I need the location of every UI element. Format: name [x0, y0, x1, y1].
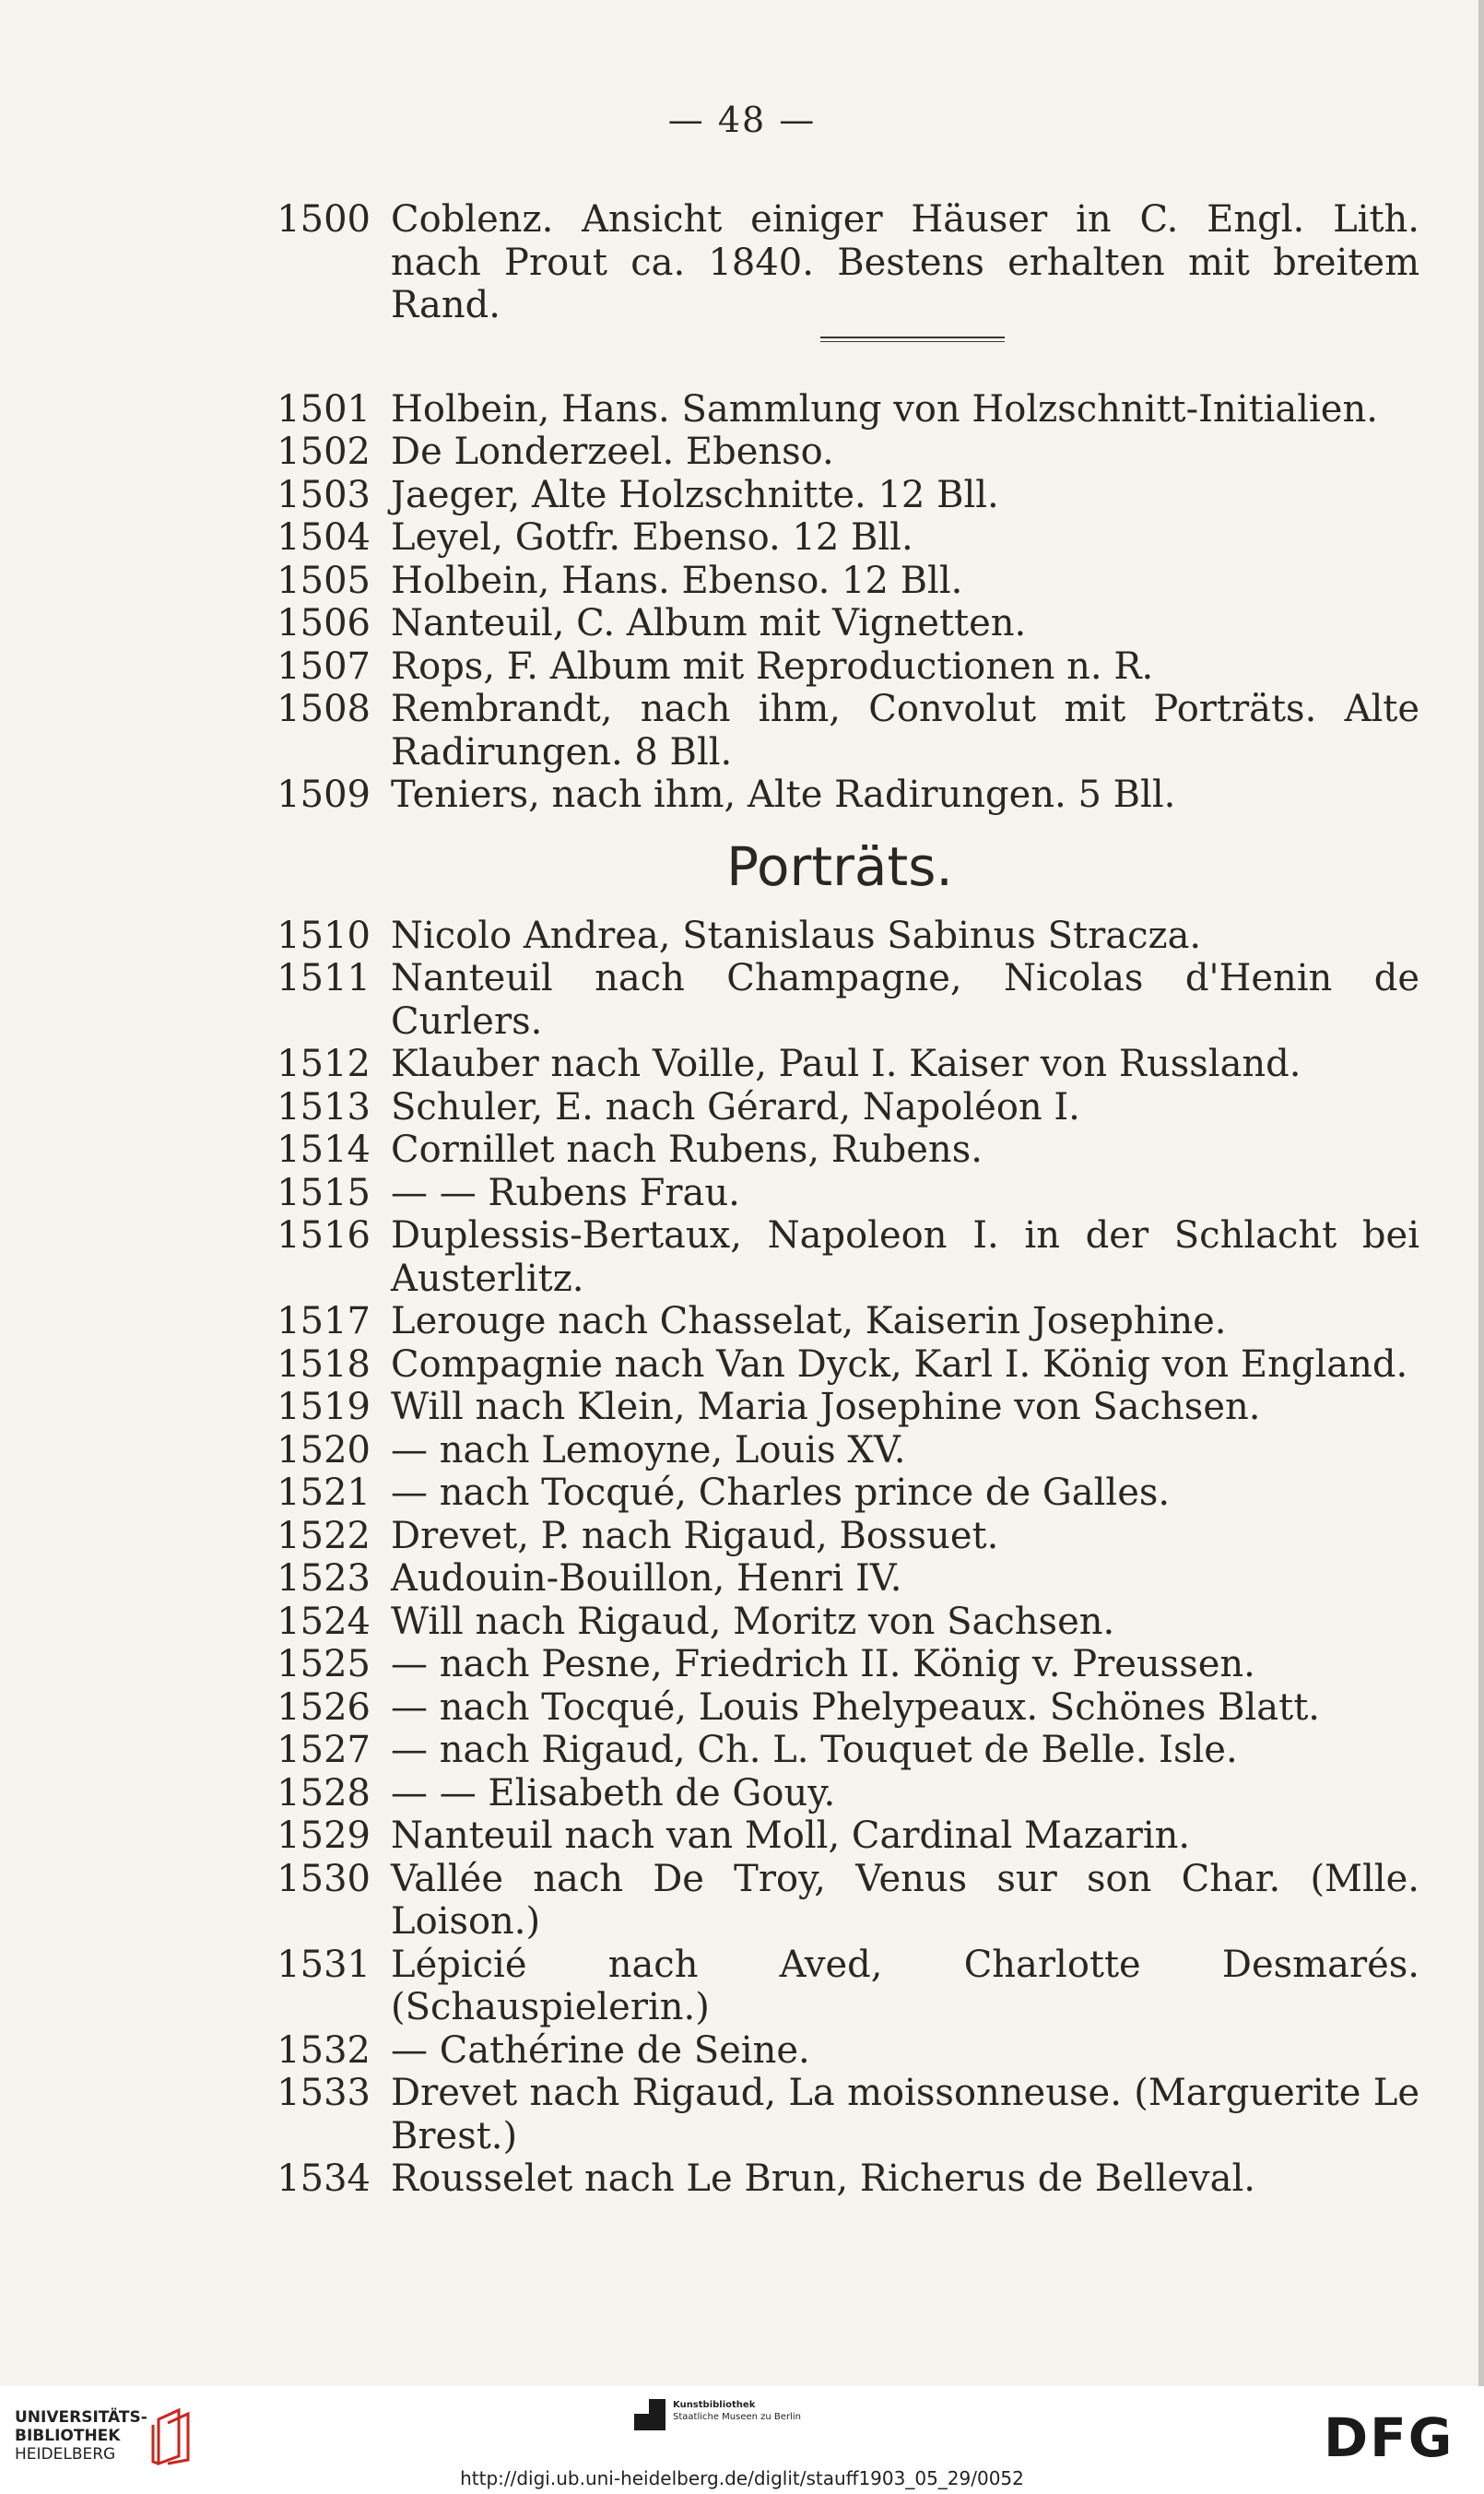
entry-line: Will nach Rigaud, Moritz von Sachsen.	[391, 1600, 1115, 1643]
catalog-entry	[260, 516, 1419, 560]
entry-number: 1502	[277, 431, 371, 473]
entry-line: nach Prout ca. 1840. Bestens erhalten mit breitem	[391, 241, 1419, 284]
entry-line: — Cathérine de Seine.	[391, 2028, 810, 2072]
catalog-entry	[260, 1643, 1419, 1686]
catalog-entry	[260, 1429, 1419, 1472]
entry-text	[391, 1686, 1419, 1730]
entry-line: — nach Lemoyne, Louis XV.	[391, 1428, 906, 1472]
catalog-entry	[260, 1944, 1419, 2029]
entry-line: Drevet nach Rigaud, La moissonneuse. (Marguerite Le	[391, 2072, 1419, 2114]
entry-number: 1533	[277, 2072, 371, 2114]
catalog-entry	[260, 1601, 1419, 1644]
catalog-entry	[260, 1300, 1419, 1343]
entry-text	[391, 1043, 1419, 1086]
entry-line: Lépicié nach Aved, Charlotte Desmarés. (Schauspielerin.)	[391, 1943, 1419, 2028]
entry-line: De Londerzeel. Ebenso.	[391, 431, 834, 473]
entry-line: Rousselet nach Le Brun, Richerus de Belleval.	[391, 2157, 1255, 2200]
entry-text	[391, 602, 1419, 645]
entry-number: 1509	[277, 774, 371, 816]
entry-text	[391, 1300, 1419, 1343]
entry-number: 1508	[277, 688, 371, 730]
entry-number: 1519	[277, 1386, 371, 1428]
entry-line: Lerouge nach Chasselat, Kaiserin Josephine.	[391, 1300, 1227, 1342]
entry-number: 1506	[277, 602, 371, 644]
entry-text	[391, 1858, 1419, 1944]
separator-rule-thin	[820, 341, 1005, 342]
catalog-entry	[260, 2029, 1419, 2073]
entry-text	[391, 645, 1419, 689]
entry-text	[391, 198, 1419, 327]
catalog-entry	[260, 388, 1419, 431]
catalog-entry	[260, 198, 1419, 327]
entry-line: Vallée nach De Troy, Venus sur son Char. (Mlle.	[391, 1857, 1419, 1900]
catalog-entry	[260, 1172, 1419, 1215]
dfg-logo[interactable]: DFG	[1324, 2406, 1455, 2469]
entry-line: Nanteuil nach Champagne, Nicolas d'Henin de Curlers.	[391, 957, 1419, 1043]
entry-line: Nicolo Andrea, Stanislaus Sabinus Stracza.	[391, 914, 1202, 957]
entry-line: Compagnie nach Van Dyck, Karl I. König von England.	[391, 1342, 1408, 1386]
entry-line: Klauber nach Voille, Paul I. Kaiser von Russland.	[391, 1043, 1301, 1085]
catalog-entry	[260, 431, 1419, 474]
entry-number: 1522	[277, 1514, 371, 1557]
entry-text	[391, 1557, 1419, 1601]
entry-number: 1530	[277, 1857, 371, 1900]
entry-line: Brest.)	[391, 2114, 518, 2157]
entry-number: 1525	[277, 1643, 371, 1685]
entry-number: 1500	[277, 198, 371, 241]
entry-number: 1523	[277, 1557, 371, 1600]
entry-line: — nach Tocqué, Louis Phelypeaux. Schönes Blatt.	[391, 1685, 1321, 1729]
catalog-entry	[260, 2157, 1419, 2201]
entry-text	[391, 1944, 1419, 2029]
entries-top	[260, 198, 1419, 327]
entry-number: 1521	[277, 1472, 371, 1514]
entry-text	[391, 1643, 1419, 1686]
entry-line: Rembrandt, nach ihm, Convolut mit Porträts. Alte	[391, 688, 1419, 730]
entry-line: Jaeger, Alte Holzschnitte. 12 Bll.	[391, 473, 999, 516]
entry-line: Rand.	[391, 284, 501, 326]
entry-text	[391, 1429, 1419, 1472]
section-heading: Porträts.	[726, 834, 953, 898]
catalog-entry	[260, 2072, 1419, 2157]
entry-number: 1524	[277, 1600, 371, 1643]
catalog-entry	[260, 602, 1419, 645]
entry-text	[391, 431, 1419, 474]
entry-text	[391, 915, 1419, 958]
entry-line: Drevet, P. nach Rigaud, Bossuet.	[391, 1514, 999, 1557]
entry-text	[391, 1729, 1419, 1772]
entry-line: Schuler, E. nach Gérard, Napoléon I.	[391, 1085, 1080, 1129]
entry-text	[391, 2029, 1419, 2073]
entry-text	[391, 1129, 1419, 1172]
entry-line: Holbein, Hans. Ebenso. 12 Bll.	[391, 559, 963, 602]
catalog-entry	[260, 1086, 1419, 1129]
entry-line: — nach Pesne, Friedrich II. König v. Preussen.	[391, 1643, 1255, 1685]
entry-line: Coblenz. Ansicht einiger Häuser in C. Engl. Lith.	[391, 198, 1419, 241]
entry-number: 1528	[277, 1771, 371, 1814]
entries-misc	[260, 388, 1419, 817]
entry-line: Radirungen. 8 Bll.	[391, 730, 733, 774]
kunstbibliothek-logo[interactable]	[634, 2399, 801, 2430]
entry-line: Nanteuil nach van Moll, Cardinal Mazarin.	[391, 1814, 1191, 1857]
entry-number: 1503	[277, 473, 371, 516]
entry-line: Audouin-Bouillon, Henri IV.	[391, 1557, 902, 1600]
entry-text	[391, 774, 1419, 817]
entry-line: — — Rubens Frau.	[391, 1171, 740, 1214]
university-library-mark-icon	[151, 2406, 197, 2465]
page-url[interactable]: http://digi.ub.uni-heidelberg.de/diglit/stauff1903_05_29/0052	[460, 2467, 1024, 2489]
entry-number: 1514	[277, 1129, 371, 1171]
entry-line: Will nach Klein, Maria Josephine von Sachsen.	[391, 1386, 1261, 1428]
entry-number: 1512	[277, 1043, 371, 1085]
entry-text	[391, 474, 1419, 517]
entry-number: 1531	[277, 1943, 371, 1986]
entry-text	[391, 388, 1419, 431]
entry-number: 1507	[277, 644, 371, 688]
catalog-entry	[260, 915, 1419, 958]
entry-number: 1513	[277, 1085, 371, 1129]
entry-text	[391, 1515, 1419, 1558]
entry-text	[391, 1172, 1419, 1215]
catalog-entry	[260, 645, 1419, 689]
entry-line: Nanteuil, C. Album mit Vignetten.	[391, 602, 1027, 644]
entry-number: 1501	[277, 387, 371, 431]
catalog-entry	[260, 774, 1419, 817]
catalog-entry	[260, 474, 1419, 517]
entry-line: Duplessis-Bertaux, Napoleon I. in der Schlacht bei	[391, 1214, 1419, 1257]
entry-line: — — Elisabeth de Gouy.	[391, 1771, 836, 1814]
entry-number: 1511	[277, 957, 371, 999]
kunstbibliothek-name: Kunstbibliothek Staatliche Museen zu Berlin	[673, 2400, 801, 2422]
entry-line: Teniers, nach ihm, Alte Radirungen. 5 Bll.	[391, 774, 1176, 816]
entry-number: 1516	[277, 1214, 371, 1257]
catalog-entry	[260, 1472, 1419, 1515]
entry-text	[391, 957, 1419, 1043]
entry-number: 1510	[277, 914, 371, 957]
entry-number: 1526	[277, 1685, 371, 1729]
catalog-entry	[260, 1515, 1419, 1558]
entry-number: 1517	[277, 1300, 371, 1342]
catalog-entry	[260, 1729, 1419, 1772]
entry-text	[391, 2072, 1419, 2157]
catalog-entry	[260, 688, 1419, 774]
entry-text	[391, 516, 1419, 560]
entry-number: 1518	[277, 1342, 371, 1386]
catalog-entry	[260, 957, 1419, 1043]
catalog-entry	[260, 560, 1419, 603]
catalog-entry	[260, 1814, 1419, 1858]
page-number: — 48 —	[667, 100, 817, 140]
entry-text	[391, 1386, 1419, 1429]
entry-line: — nach Tocqué, Charles prince de Galles.	[391, 1472, 1171, 1514]
catalog-entry	[260, 1129, 1419, 1172]
catalog-entry	[260, 1214, 1419, 1300]
entry-line: Holbein, Hans. Sammlung von Holzschnitt-Initialien.	[391, 387, 1378, 431]
entry-line: — nach Rigaud, Ch. L. Touquet de Belle. Isle.	[391, 1729, 1238, 1771]
catalog-entry	[260, 1386, 1419, 1429]
catalog-entry	[260, 1858, 1419, 1944]
catalog-entry	[260, 1686, 1419, 1730]
catalog-entry	[260, 1772, 1419, 1815]
entry-number: 1520	[277, 1428, 371, 1472]
entry-line: Austerlitz.	[391, 1257, 584, 1300]
entry-text	[391, 1214, 1419, 1300]
entry-line: Loison.)	[391, 1900, 541, 1943]
entry-number: 1504	[277, 516, 371, 559]
university-library-logo[interactable]	[15, 2406, 197, 2465]
entry-text	[391, 1472, 1419, 1515]
viewer-footer	[0, 2386, 1484, 2494]
catalog-entry	[260, 1343, 1419, 1387]
entry-text	[391, 1772, 1419, 1815]
kunstbibliothek-mark-icon	[634, 2399, 665, 2430]
entry-number: 1532	[277, 2028, 371, 2072]
entry-line: Leyel, Gotfr. Ebenso. 12 Bll.	[391, 516, 913, 559]
entry-line: Rops, F. Album mit Reproductionen n. R.	[391, 644, 1154, 688]
entry-text	[391, 2157, 1419, 2201]
catalog-entry	[260, 1043, 1419, 1086]
entries-portraits	[260, 915, 1419, 2201]
entry-number: 1515	[277, 1171, 371, 1214]
entry-text	[391, 560, 1419, 603]
entry-number: 1505	[277, 559, 371, 602]
entry-number: 1527	[277, 1729, 371, 1771]
entry-text	[391, 688, 1419, 774]
entry-text	[391, 1601, 1419, 1644]
entry-number: 1529	[277, 1814, 371, 1857]
entry-line: Cornillet nach Rubens, Rubens.	[391, 1129, 983, 1171]
entry-text	[391, 1086, 1419, 1129]
catalog-content	[260, 198, 1419, 2201]
university-library-name: UNIVERSITÄTS- BIBLIOTHEK HEIDELBERG	[15, 2408, 147, 2464]
entry-number: 1534	[277, 2157, 371, 2200]
entry-text	[391, 1343, 1419, 1387]
catalog-entry	[260, 1557, 1419, 1601]
entry-text	[391, 1814, 1419, 1858]
